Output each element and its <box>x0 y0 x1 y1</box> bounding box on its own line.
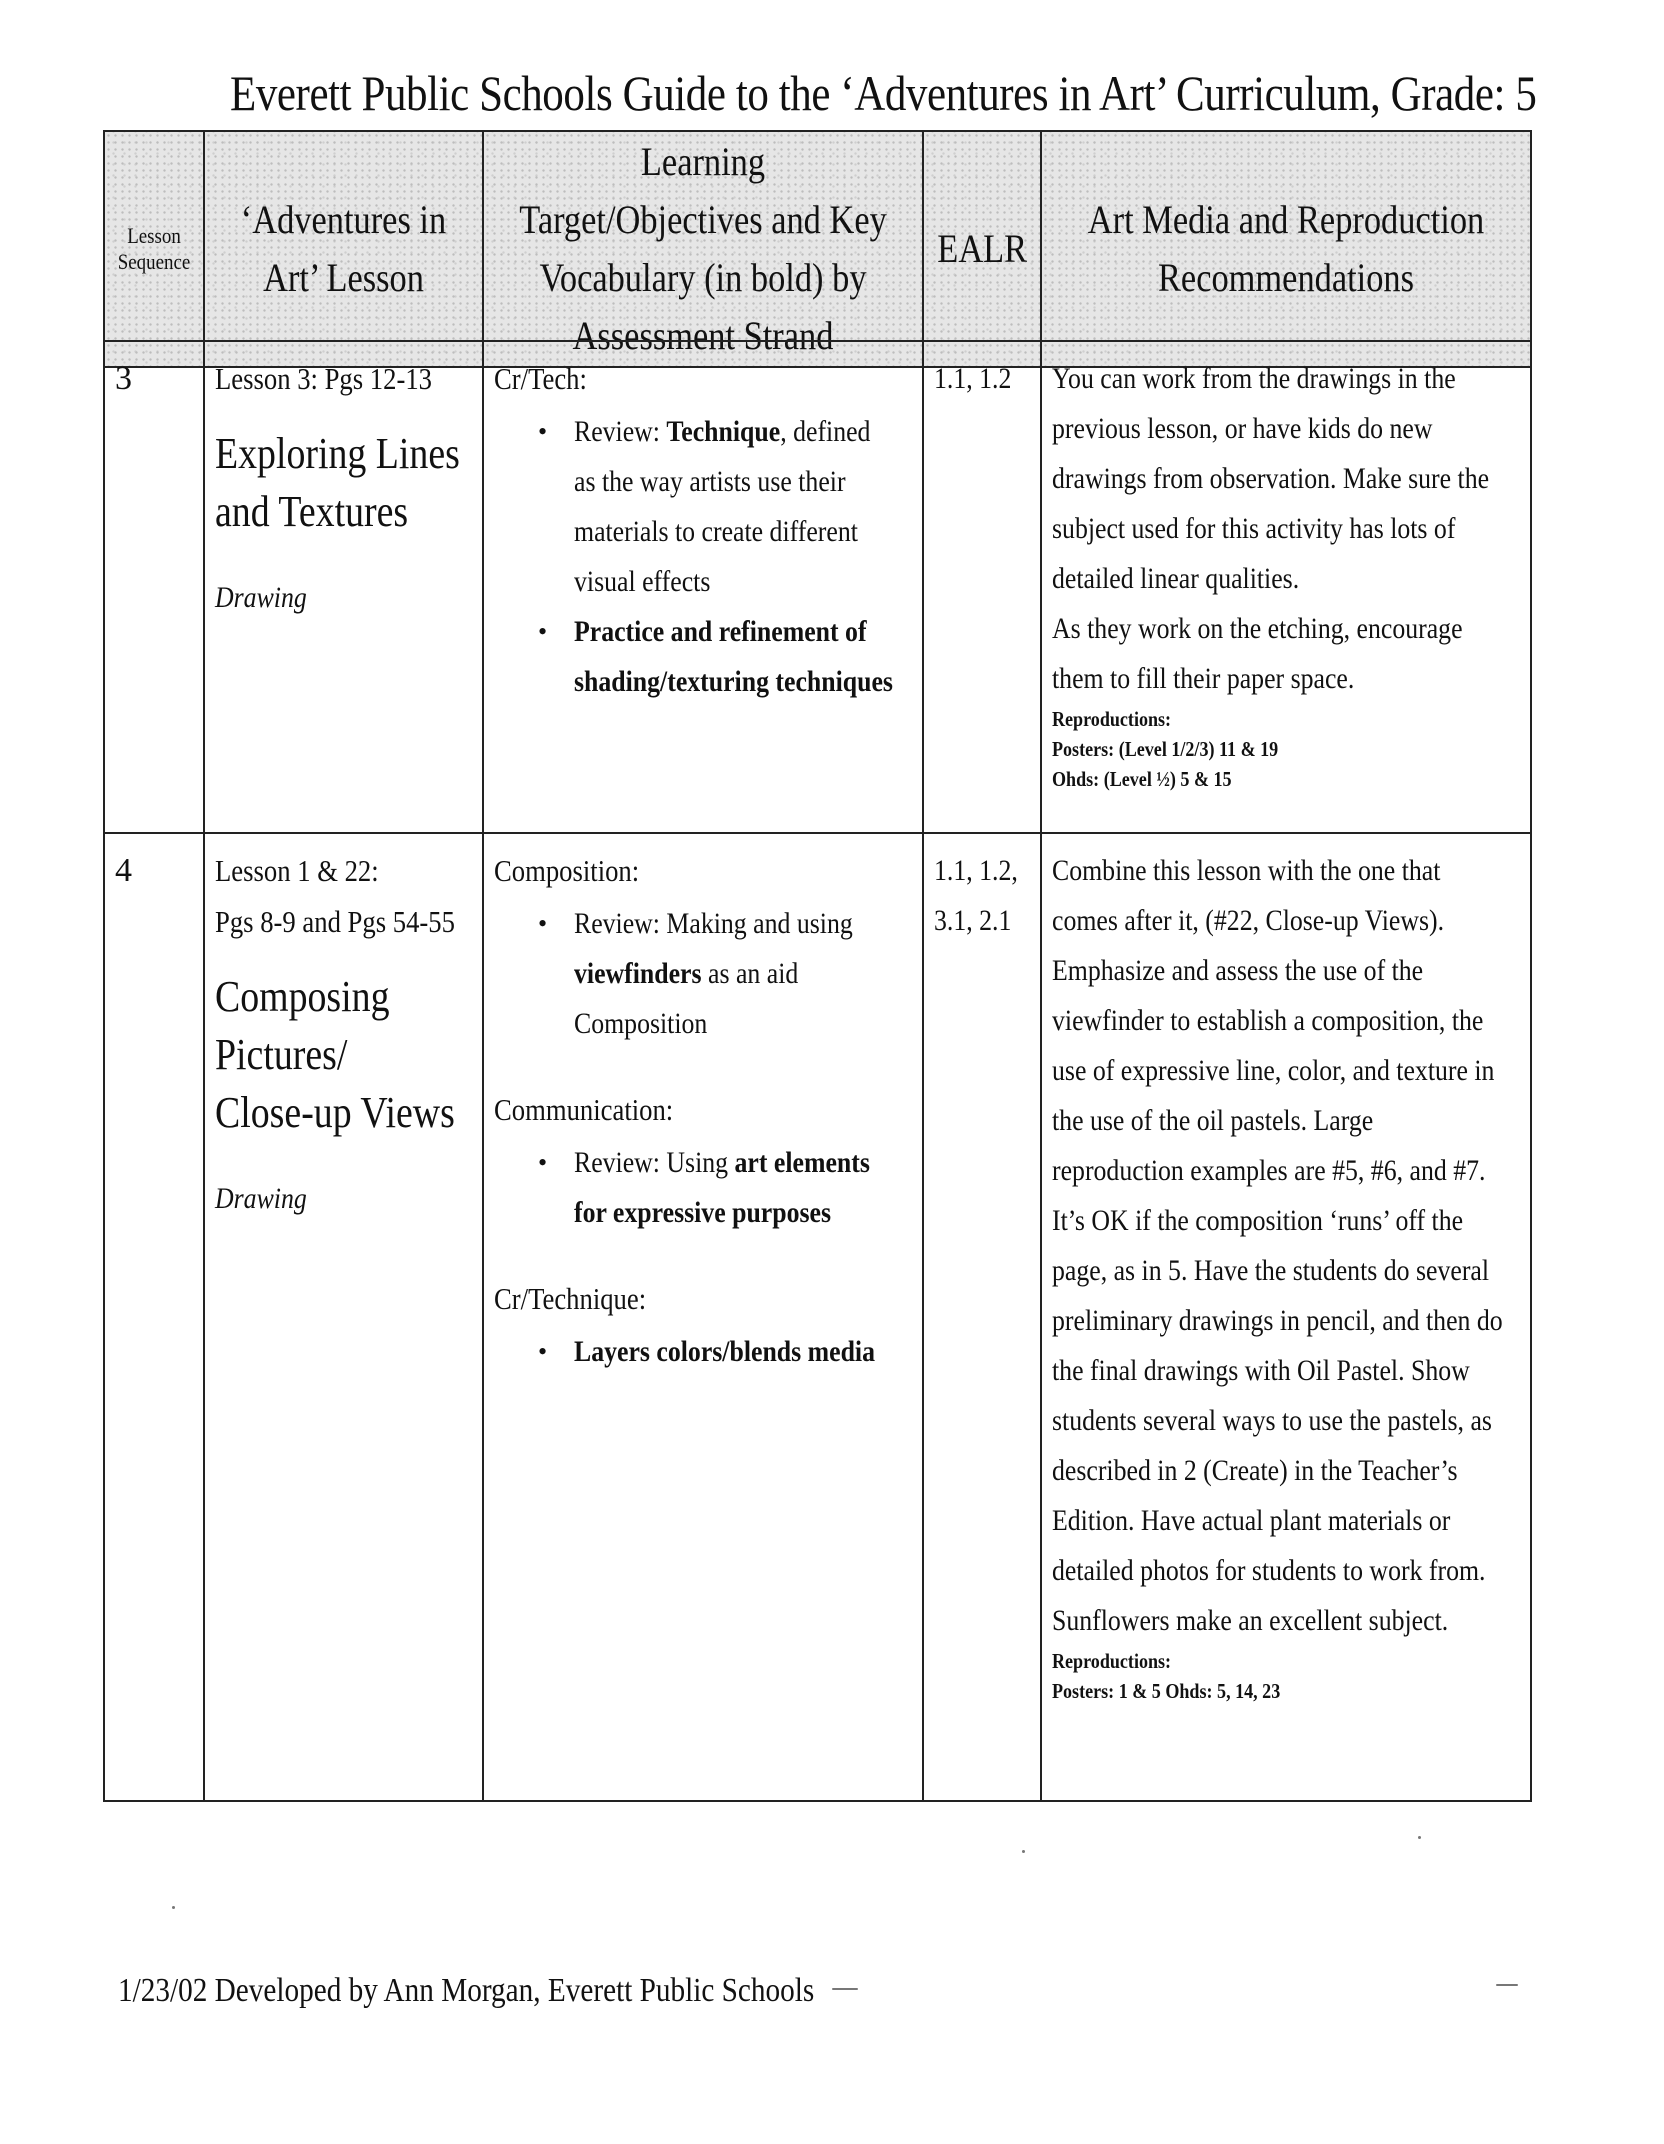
header-ealr: EALR <box>923 131 1041 367</box>
header-media: Art Media and Reproduction Recommendations <box>1041 131 1531 367</box>
scan-speck <box>1022 1850 1025 1853</box>
lesson-reference-pages: Pgs 8-9 and Pgs 54-55 <box>215 904 455 939</box>
lesson-title: Exploring Lines and Textures <box>215 429 460 536</box>
ealr-cell <box>923 341 1041 833</box>
scan-speck <box>1418 1836 1421 1839</box>
scan-mark <box>1496 1984 1518 1986</box>
strand-label: Communication: <box>494 1092 674 1127</box>
strand-label: Composition: <box>494 853 640 888</box>
header-row <box>104 131 1531 367</box>
sequence-number: 4 <box>115 852 132 889</box>
strand-label: Cr/Technique: <box>494 1281 647 1316</box>
list-item: • Review: Using art elements for expressive purposes <box>574 1138 912 1238</box>
media-notes: Combine this lesson with the one that comes after it, (#22, Close-up Views). Emphasize and assess the use of the viewfinder to establish a composition, the use of expressive line, color, and texture in the use of the oil pastels. Large reproduction examples are #5, #6, and #7. It’s OK if the composition ‘runs’ off the page, as in 5. Have the students do several preliminary drawings in pencil, and then do the final drawings with Oil Pastel. Show students several ways to use the pastels, as described in 2 (Create) in the Teacher’s Edition. Have actual plant materials or detailed photos for students to work from. Sunflowers make an excellent subject. <box>1052 854 1503 1637</box>
objectives-list <box>494 1327 912 1377</box>
header-table <box>103 130 1532 368</box>
objectives-cell <box>483 833 923 1801</box>
lesson-medium: Drawing <box>215 581 307 614</box>
objectives-list <box>494 1138 912 1238</box>
media-notes: You can work from the drawings in the previous lesson, or have kids do new drawings from observation. Make sure the subject used for this activity has lots of detailed linear qualities. As they work on the etching, encourage them to fill their paper space. <box>1052 362 1490 695</box>
lesson-reference: Lesson 3: Pgs 12-13 <box>215 361 433 396</box>
lesson-cell <box>204 833 483 1801</box>
lesson-title: Composing Pictures/ Close-up Views <box>215 972 455 1137</box>
objectives-list <box>494 899 912 1049</box>
table-row <box>104 341 1531 833</box>
scan-mark <box>832 1988 858 1990</box>
lesson-reference: Lesson 1 & 22: <box>215 853 379 888</box>
page-footer: 1/23/02 Developed by Ann Morgan, Everett Public Schools <box>118 1972 815 2009</box>
list-item: • Review: Making and using viewfinders as an aid Composition <box>574 899 912 1049</box>
media-cell <box>1041 341 1531 833</box>
ealr-value: 1.1, 1.2 <box>934 362 1012 395</box>
lesson-medium: Drawing <box>215 1182 307 1215</box>
media-cell <box>1041 833 1531 1801</box>
header-lesson: ‘Adventures in Art’ Lesson <box>204 131 483 367</box>
ealr-value: 1.1, 1.2, <box>934 854 1018 887</box>
objectives-cell <box>483 341 923 833</box>
table-row <box>104 833 1531 1801</box>
strand-label: Cr/Tech: <box>494 361 587 396</box>
reproductions: Reproductions: Posters: 1 & 5 Ohds: 5, 14, 23 <box>1052 1649 1281 1703</box>
reproductions: Reproductions: Posters: (Level 1/2/3) 11 & 19 Ohds: (Level ½) 5 & 15 <box>1052 707 1279 791</box>
objectives-list <box>494 407 912 707</box>
sequence-cell <box>104 833 204 1801</box>
ealr-value-2: 3.1, 2.1 <box>934 904 1012 937</box>
header-sequence: Lesson Sequence <box>104 131 204 367</box>
scan-speck <box>172 1906 175 1909</box>
sequence-number: 3 <box>115 360 132 397</box>
list-item: • Review: Technique, defined as the way artists use their materials to create different visual effects <box>574 407 912 607</box>
lessons-table <box>103 340 1532 1802</box>
page-title: Everett Public Schools Guide to the ‘Adventures in Art’ Curriculum, Grade: 5 <box>230 65 1537 121</box>
lesson-cell <box>204 341 483 833</box>
header-objectives: Learning Target/Objectives and Key Vocabulary (in bold) by Assessment Strand <box>483 131 923 367</box>
ealr-cell <box>923 833 1041 1801</box>
list-item: • Layers colors/blends media <box>574 1327 912 1377</box>
list-item: • Practice and refinement of shading/texturing techniques <box>574 607 912 707</box>
sequence-cell <box>104 341 204 833</box>
